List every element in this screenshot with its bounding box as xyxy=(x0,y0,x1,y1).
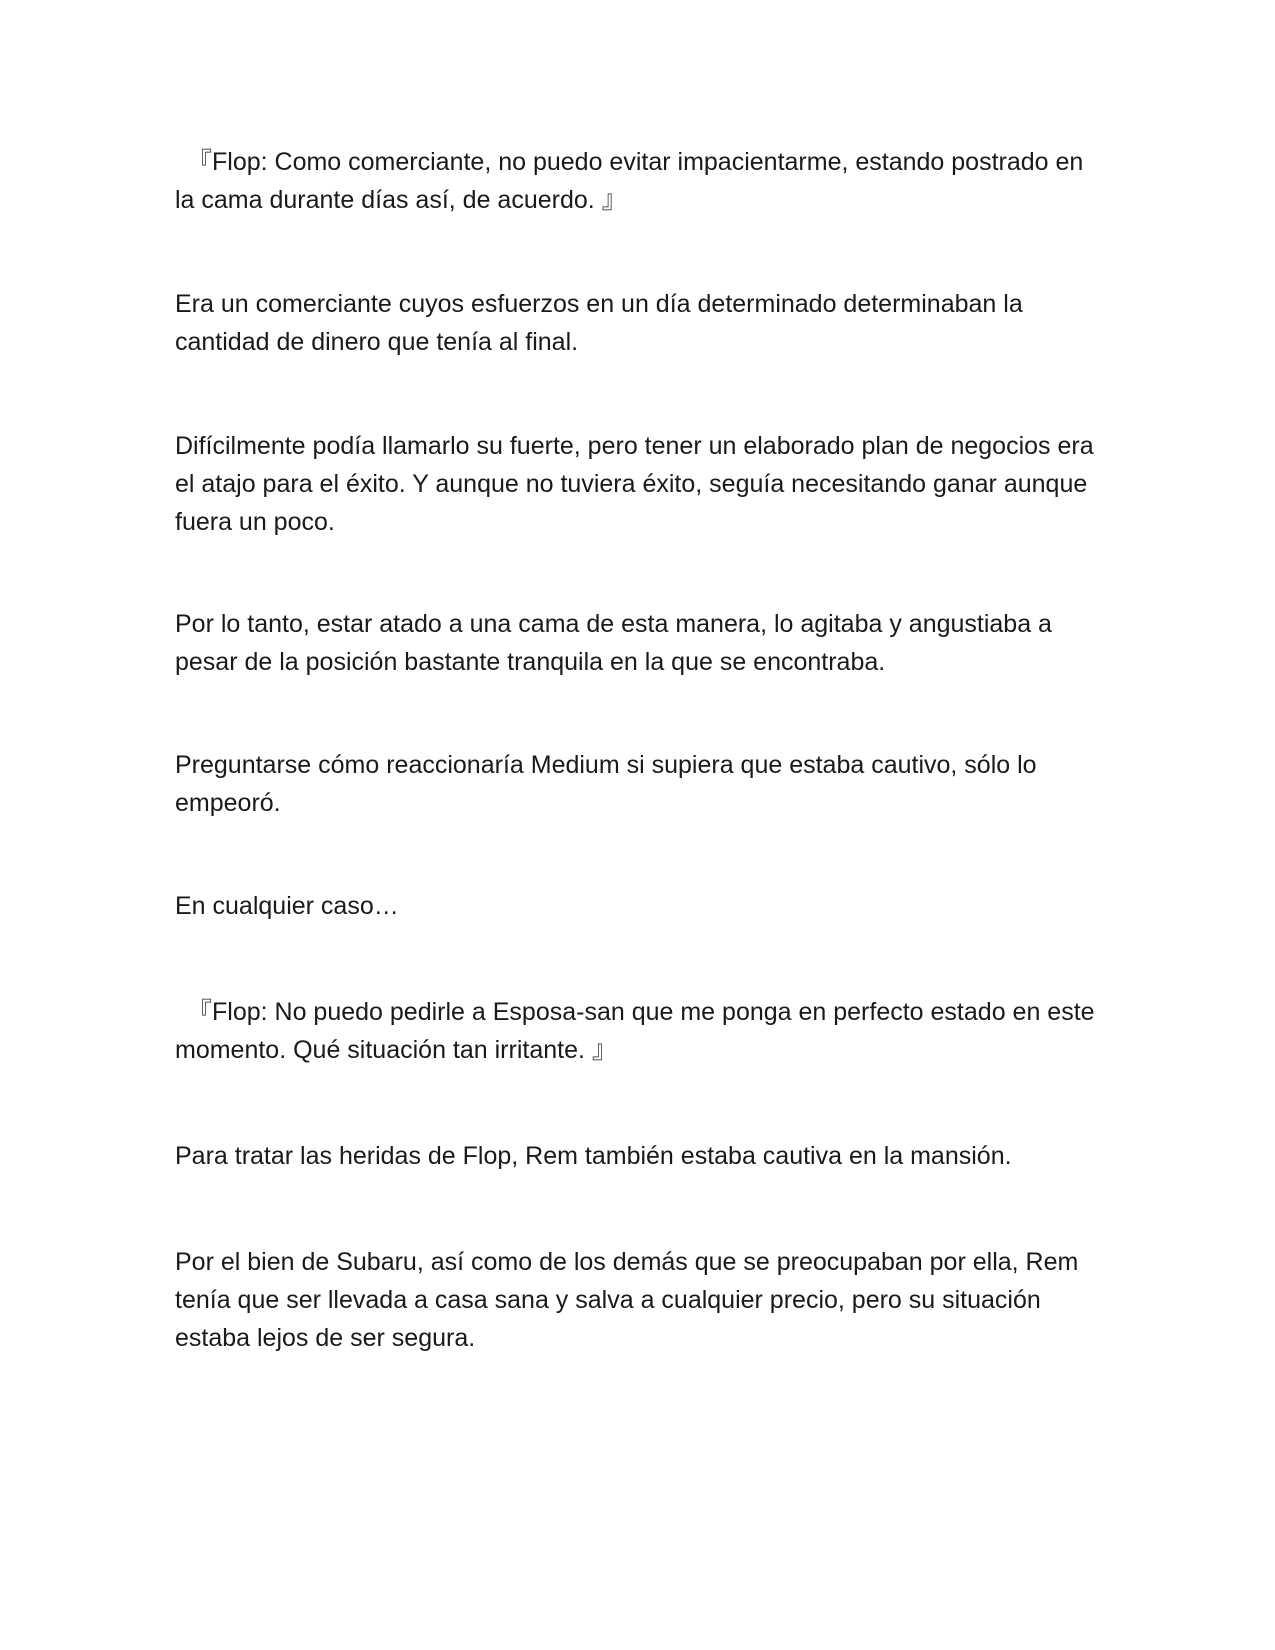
paragraph-merchant-effort: Era un comerciante cuyos esfuerzos en un día determinado determinaban la cantidad de dinero que tenía al final. xyxy=(175,290,1023,356)
paragraph-business-plan: Difícilmente podía llamarlo su fuerte, pero tener un elaborado plan de negocios era el atajo para el éxito. Y aunque no tuviera éxito, seguía necesitando ganar aunque fuera un poco. xyxy=(175,432,1094,536)
paragraph-in-any-case: En cualquier caso… xyxy=(175,892,399,920)
paragraph-dialogue-flop-2: 『Flop: No puedo pedirle a Esposa-san que me ponga en perfecto estado en este momento. Qué situación tan irritante. 』 xyxy=(175,998,1095,1064)
paragraph-tied-to-bed: Por lo tanto, estar atado a una cama de esta manera, lo agitaba y angustiaba a pesar de la posición bastante tranquila en la que se encontraba. xyxy=(175,610,1052,676)
paragraph-rem-captive: Para tratar las heridas de Flop, Rem también estaba cautiva en la mansión. xyxy=(175,1142,1012,1170)
paragraph-medium-reaction: Preguntarse cómo reaccionaría Medium si supiera que estaba cautivo, sólo lo empeoró. xyxy=(175,751,1037,817)
paragraph-subaru-rem: Por el bien de Subaru, así como de los demás que se preocupaban por ella, Rem tenía que ser llevada a casa sana y salva a cualquier precio, pero su situación estaba lejos de ser segura. xyxy=(175,1248,1079,1352)
paragraph-dialogue-flop-1: 『Flop: Como comerciante, no puedo evitar impacientarme, estando postrado en la cama durante días así, de acuerdo. 』 xyxy=(175,148,1084,214)
